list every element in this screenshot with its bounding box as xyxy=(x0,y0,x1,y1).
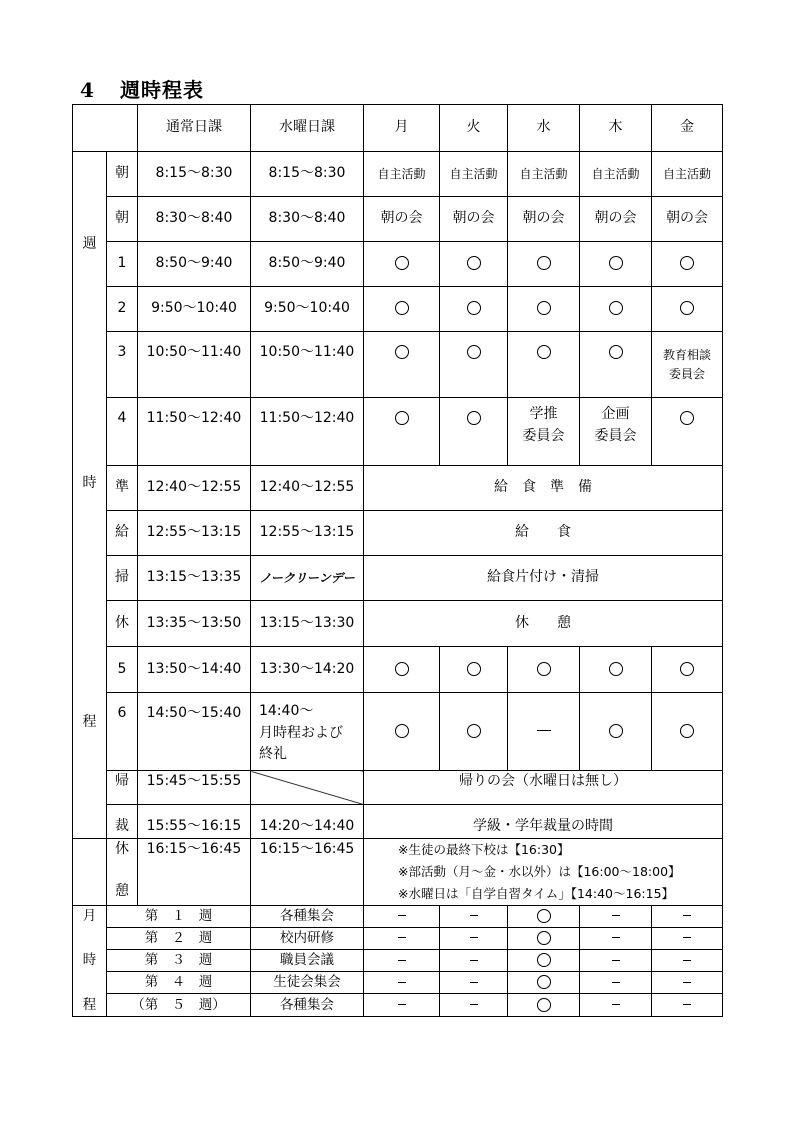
circle-mark xyxy=(680,256,694,270)
class-cell xyxy=(508,693,580,771)
circle-mark xyxy=(537,345,551,359)
header-wednesday-schedule: 水曜日課 xyxy=(251,105,364,152)
event-label: 校内研修 xyxy=(251,927,364,949)
class-cell xyxy=(508,287,580,332)
tue-cell xyxy=(440,972,508,994)
period-row-morning-activity xyxy=(73,152,723,197)
wednesday-time: 12:40〜12:55 xyxy=(251,466,364,511)
circle-mark xyxy=(467,345,481,359)
period-row-break xyxy=(73,601,723,647)
friday-special-cell xyxy=(652,332,723,398)
dash-mark xyxy=(683,1004,691,1005)
cell-line: 委員会 xyxy=(668,366,705,381)
period-row-lunch-prep xyxy=(73,466,723,511)
dash-mark xyxy=(470,937,478,938)
circle-mark xyxy=(680,724,694,738)
dash-mark xyxy=(612,982,620,983)
wednesday-time: 11:50〜12:40 xyxy=(251,398,364,466)
weekly-schedule-side-label xyxy=(73,152,107,839)
tue-cell xyxy=(440,927,508,949)
monthly-row-5 xyxy=(73,994,723,1016)
mon-cell xyxy=(364,972,440,994)
wed-cell xyxy=(508,950,580,972)
period-label: 帰 xyxy=(107,771,138,805)
normal-time: 13:15〜13:35 xyxy=(138,556,251,601)
discretion-span: 学級・学年裁量の時間 xyxy=(364,805,723,839)
wed-cell xyxy=(508,994,580,1016)
period-row-lunch xyxy=(73,511,723,556)
dash-mark xyxy=(537,730,551,731)
side-char: 時 xyxy=(82,952,97,969)
class-cell xyxy=(508,242,580,287)
period-label: 掃 xyxy=(107,556,138,601)
notes-cell xyxy=(364,839,723,906)
tue-cell xyxy=(440,950,508,972)
wednesday-time-period6 xyxy=(251,693,364,771)
thu-cell xyxy=(580,994,652,1016)
circle-mark xyxy=(537,998,551,1012)
normal-time: 8:15〜8:30 xyxy=(138,152,251,197)
header-blank-cell xyxy=(73,105,138,152)
event-label: 各種集会 xyxy=(251,905,364,927)
break-span: 休 憩 xyxy=(364,601,723,647)
wednesday-time: 14:20〜14:40 xyxy=(251,805,364,839)
header-day-wed: 水 xyxy=(508,105,580,152)
section-title: 週時程表 xyxy=(120,78,204,102)
mon-cell xyxy=(364,905,440,927)
week-label: 第 １ 週 xyxy=(107,905,251,927)
circle-mark xyxy=(537,256,551,270)
dash-mark xyxy=(470,982,478,983)
circle-mark xyxy=(467,301,481,315)
class-cell xyxy=(508,332,580,398)
side-char: 程 xyxy=(82,714,97,731)
normal-time: 15:55〜16:15 xyxy=(138,805,251,839)
circle-mark xyxy=(537,662,551,676)
thu-cell xyxy=(580,950,652,972)
class-cell xyxy=(580,693,652,771)
week-label: 第 ２ 週 xyxy=(107,927,251,949)
circle-mark xyxy=(395,411,409,425)
dash-mark xyxy=(683,937,691,938)
wednesday-time: 9:50〜10:40 xyxy=(251,287,364,332)
note-line: ※水曜日は「自学自習タイム」【14:40〜16:15】 xyxy=(398,885,675,901)
dash-mark xyxy=(683,960,691,961)
wednesday-time: 10:50〜11:40 xyxy=(251,332,364,398)
class-cell xyxy=(580,242,652,287)
circle-mark xyxy=(467,411,481,425)
note-line: ※生徒の最終下校は【16:30】 xyxy=(398,842,570,857)
class-cell xyxy=(440,693,508,771)
class-cell xyxy=(652,398,723,466)
circle-mark xyxy=(609,345,623,359)
normal-time: 16:15〜16:45 xyxy=(138,839,251,906)
homeroom-span: 帰りの会（水曜日は無し） xyxy=(364,771,723,805)
event-label: 各種集会 xyxy=(251,994,364,1016)
mon-cell xyxy=(364,927,440,949)
dash-mark xyxy=(398,1004,406,1005)
section-number: 4 xyxy=(80,78,95,102)
period-label: 5 xyxy=(107,647,138,693)
cell-line: 教育相談 xyxy=(662,347,711,362)
activity-cell: 朝の会 xyxy=(440,197,508,242)
activity-cell: 自主活動 xyxy=(580,152,652,197)
activity-cell: 自主活動 xyxy=(652,152,723,197)
dash-mark xyxy=(398,915,406,916)
normal-time: 9:50〜10:40 xyxy=(138,287,251,332)
class-cell xyxy=(652,647,723,693)
mon-cell xyxy=(364,994,440,1016)
cell-line: 14:40〜 xyxy=(259,703,314,719)
event-label: 職員会議 xyxy=(251,950,364,972)
class-cell xyxy=(440,287,508,332)
circle-mark xyxy=(680,662,694,676)
monthly-side-label xyxy=(73,905,107,1016)
dash-mark xyxy=(612,937,620,938)
normal-time: 13:35〜13:50 xyxy=(138,601,251,647)
circle-mark xyxy=(467,724,481,738)
period-label: 4 xyxy=(107,398,138,466)
side-char: 週 xyxy=(82,236,97,252)
header-day-tue: 火 xyxy=(440,105,508,152)
period-label: 1 xyxy=(107,242,138,287)
tue-cell xyxy=(440,905,508,927)
lunch-span: 給 食 xyxy=(364,511,723,556)
lunch-prep-span: 給 食 準 備 xyxy=(364,466,723,511)
side-char: 憩 xyxy=(115,883,129,900)
period-label-rest xyxy=(107,839,138,906)
period-label: 休 xyxy=(107,601,138,647)
class-cell xyxy=(652,242,723,287)
wednesday-time: 16:15〜16:45 xyxy=(251,839,364,906)
circle-mark xyxy=(609,301,623,315)
cell-line: 企画 xyxy=(601,406,630,422)
activity-cell: 朝の会 xyxy=(580,197,652,242)
week-label: 第 ４ 週 xyxy=(107,972,251,994)
circle-mark xyxy=(609,256,623,270)
class-cell xyxy=(364,332,440,398)
monthly-row-1 xyxy=(73,905,723,927)
normal-time: 12:40〜12:55 xyxy=(138,466,251,511)
fri-cell xyxy=(652,905,723,927)
wednesday-none-diagonal xyxy=(251,771,364,805)
wednesday-special-cell xyxy=(508,398,580,466)
no-cleaning-day: ノークリーンデー xyxy=(251,556,364,601)
wed-cell xyxy=(508,927,580,949)
period-row-2 xyxy=(73,287,723,332)
dash-mark xyxy=(398,982,406,983)
header-day-fri: 金 xyxy=(652,105,723,152)
period-row-6 xyxy=(73,693,723,771)
period-row-homeroom xyxy=(73,771,723,805)
monthly-row-3 xyxy=(73,950,723,972)
normal-time: 14:50〜15:40 xyxy=(138,693,251,771)
class-cell xyxy=(364,693,440,771)
circle-mark xyxy=(537,931,551,945)
period-row-morning-meeting xyxy=(73,197,723,242)
period-label: 給 xyxy=(107,511,138,556)
tue-cell xyxy=(440,994,508,1016)
wednesday-time: 8:15〜8:30 xyxy=(251,152,364,197)
dash-mark xyxy=(470,960,478,961)
wed-cell xyxy=(508,905,580,927)
header-day-thu: 木 xyxy=(580,105,652,152)
header-day-mon: 月 xyxy=(364,105,440,152)
wednesday-time: 12:55〜13:15 xyxy=(251,511,364,556)
circle-mark xyxy=(680,301,694,315)
period-label: 6 xyxy=(107,693,138,771)
cell-line: 委員会 xyxy=(522,427,565,444)
circle-mark xyxy=(395,345,409,359)
class-cell xyxy=(364,242,440,287)
circle-mark xyxy=(467,662,481,676)
activity-cell: 朝の会 xyxy=(364,197,440,242)
class-cell xyxy=(440,242,508,287)
thu-cell xyxy=(580,905,652,927)
dash-mark xyxy=(612,960,620,961)
normal-time: 8:30〜8:40 xyxy=(138,197,251,242)
dash-mark xyxy=(683,915,691,916)
event-label: 生徒会集会 xyxy=(251,972,364,994)
class-cell xyxy=(580,647,652,693)
period-label: 裁 xyxy=(107,805,138,839)
fri-cell xyxy=(652,927,723,949)
fri-cell xyxy=(652,994,723,1016)
note-line: ※部活動（月〜金・水以外）は【16:00〜18:00】 xyxy=(398,863,681,879)
period-label: 朝 xyxy=(107,152,138,197)
period-row-discretion xyxy=(73,805,723,839)
dash-mark xyxy=(398,937,406,938)
normal-time: 15:45〜15:55 xyxy=(138,771,251,805)
class-cell xyxy=(440,398,508,466)
thursday-special-cell xyxy=(580,398,652,466)
side-char: 時 xyxy=(82,475,97,492)
fri-cell xyxy=(652,972,723,994)
class-cell xyxy=(580,287,652,332)
thu-cell xyxy=(580,972,652,994)
period-row-cleaning xyxy=(73,556,723,601)
class-cell xyxy=(440,332,508,398)
header-normal-schedule: 通常日課 xyxy=(138,105,251,152)
dash-mark xyxy=(470,915,478,916)
weekly-timetable xyxy=(72,104,723,1017)
activity-cell: 自主活動 xyxy=(508,152,580,197)
dash-mark xyxy=(398,960,406,961)
mon-cell xyxy=(364,950,440,972)
normal-time: 11:50〜12:40 xyxy=(138,398,251,466)
wednesday-time: 13:30〜14:20 xyxy=(251,647,364,693)
circle-mark xyxy=(395,256,409,270)
dash-mark xyxy=(612,1004,620,1005)
period-row-after-school xyxy=(73,839,723,906)
activity-cell: 朝の会 xyxy=(652,197,723,242)
class-cell xyxy=(652,693,723,771)
fri-cell xyxy=(652,950,723,972)
circle-mark xyxy=(395,724,409,738)
section-heading xyxy=(80,74,204,103)
cell-line: 月時程および xyxy=(259,724,343,741)
wednesday-time: 13:15〜13:30 xyxy=(251,601,364,647)
class-cell xyxy=(440,647,508,693)
period-label: 2 xyxy=(107,287,138,332)
circle-mark xyxy=(395,301,409,315)
thu-cell xyxy=(580,927,652,949)
header-row xyxy=(73,105,723,152)
cell-line: 学推 xyxy=(529,406,558,422)
dash-mark xyxy=(683,982,691,983)
circle-mark xyxy=(680,411,694,425)
class-cell xyxy=(364,398,440,466)
class-cell xyxy=(508,647,580,693)
normal-time: 8:50〜9:40 xyxy=(138,242,251,287)
class-cell xyxy=(652,287,723,332)
normal-time: 10:50〜11:40 xyxy=(138,332,251,398)
side-char: 休 xyxy=(115,841,129,857)
circle-mark xyxy=(537,909,551,923)
cleaning-span: 給食片付け・清掃 xyxy=(364,556,723,601)
side-char: 月 xyxy=(82,907,97,924)
activity-cell: 自主活動 xyxy=(364,152,440,197)
wednesday-time: 8:50〜9:40 xyxy=(251,242,364,287)
circle-mark xyxy=(467,256,481,270)
period-label: 3 xyxy=(107,332,138,398)
class-cell xyxy=(364,647,440,693)
activity-cell: 朝の会 xyxy=(508,197,580,242)
dash-mark xyxy=(612,915,620,916)
circle-mark xyxy=(537,301,551,315)
circle-mark xyxy=(537,953,551,967)
dash-mark xyxy=(470,1004,478,1005)
side-char: 程 xyxy=(82,996,97,1013)
class-cell xyxy=(364,287,440,332)
circle-mark xyxy=(537,975,551,989)
period-row-5 xyxy=(73,647,723,693)
circle-mark xyxy=(609,662,623,676)
period-label: 朝 xyxy=(107,197,138,242)
circle-mark xyxy=(609,724,623,738)
wed-cell xyxy=(508,972,580,994)
activity-cell: 自主活動 xyxy=(440,152,508,197)
period-row-3 xyxy=(73,332,723,398)
period-label: 準 xyxy=(107,466,138,511)
wednesday-time: 8:30〜8:40 xyxy=(251,197,364,242)
period-row-1 xyxy=(73,242,723,287)
monthly-row-4 xyxy=(73,972,723,994)
week-label: 第 ３ 週 xyxy=(107,950,251,972)
period-row-4 xyxy=(73,398,723,466)
week-label: （第 ５ 週） xyxy=(107,994,251,1016)
cell-line: 終礼 xyxy=(259,746,287,763)
normal-time: 13:50〜14:40 xyxy=(138,647,251,693)
circle-mark xyxy=(395,662,409,676)
monthly-row-2 xyxy=(73,927,723,949)
blank-side-cell xyxy=(73,839,107,906)
cell-line: 委員会 xyxy=(594,427,637,444)
class-cell xyxy=(580,332,652,398)
normal-time: 12:55〜13:15 xyxy=(138,511,251,556)
